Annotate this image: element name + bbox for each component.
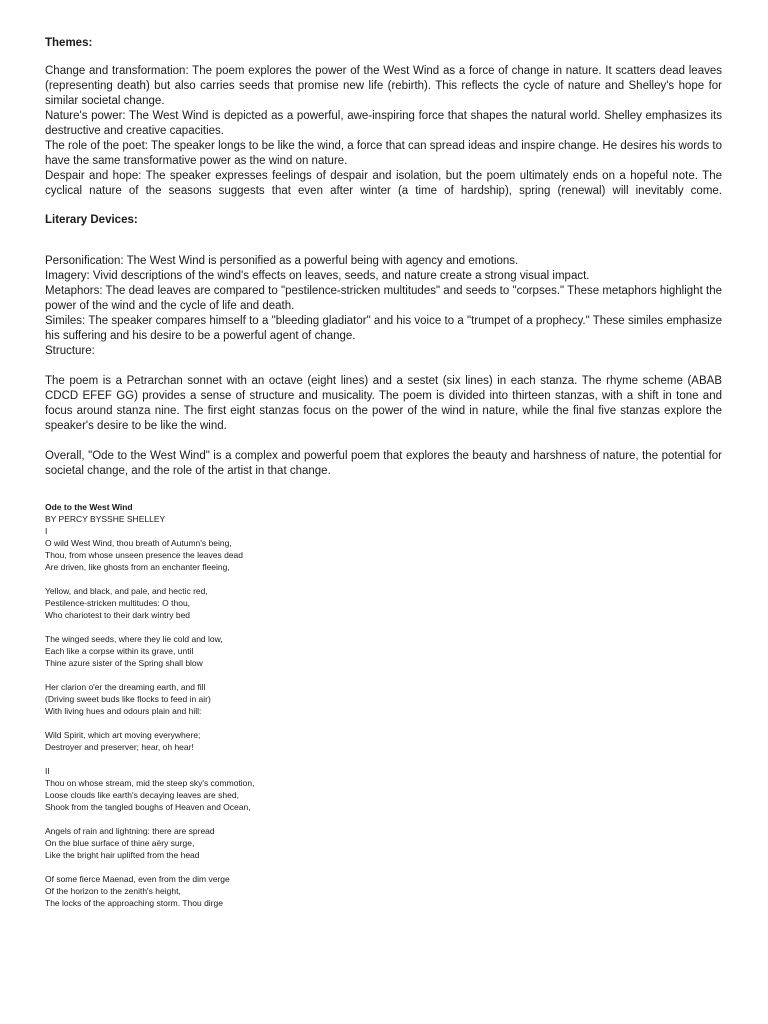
poem [45, 501, 722, 909]
poem-line: The winged seeds, where they lie cold and low, [45, 634, 223, 644]
poem-body [45, 525, 722, 909]
poem-stanza [45, 585, 722, 621]
poem-line: On the blue surface of thine aëry surge, [45, 838, 195, 848]
poem-stanza [45, 873, 722, 909]
poem-line: With living hues and odours plain and hill: [45, 706, 202, 716]
structure-paragraph: The poem is a Petrarchan sonnet with an octave (eight lines) and a sestet (six lines) in each stanza. The rhyme scheme (ABAB CDCD EFEF GG) provides a sense of structure and musicality. The poem is divided into thirteen stanzas, with a shift in tone and focus around stanza nine. The first eight stanzas focus on the power of the wind in nature, while the final five stanzas explore the speaker's desire to be like the wind. [45, 375, 722, 432]
poem-stanza [45, 765, 722, 813]
poem-title: Ode to the West Wind [45, 502, 133, 512]
poem-line: Thou on whose stream, mid the steep sky's commotion, [45, 778, 255, 788]
poem-line: Of the horizon to the zenith's height, [45, 886, 181, 896]
theme-poet-paragraph: The role of the poet: The speaker longs to be like the wind, a force that can spread ideas and inspire change. He desires his words to have the same transformative power as the wind on nature. [45, 140, 722, 167]
theme-despair-paragraph: Despair and hope: The speaker expresses feelings of despair and isolation, but the poem ultimately ends on a hopeful note. The cyclical nature of the seasons suggests that even after winter (a time of hardship), spring (renewal) will inevitably come. [45, 170, 722, 197]
poem-line: Her clarion o'er the dreaming earth, and fill [45, 682, 206, 692]
poem-line: Each like a corpse within its grave, until [45, 646, 194, 656]
overall-paragraph: Overall, "Ode to the West Wind" is a complex and powerful poem that explores the beauty and harshness of nature, the potential for societal change, and the role of the artist in that change. [45, 450, 722, 477]
poem-line: Are driven, like ghosts from an enchanter fleeing, [45, 562, 230, 572]
stanza-gap [45, 861, 722, 873]
devices-heading: Literary Devices: [45, 214, 138, 226]
theme-change-paragraph: Change and transformation: The poem explores the power of the West Wind as a force of change in nature. It scatters dead leaves (representing death) but also carries seeds that promise new life (rebirth). This reflects the cycle of nature and Shelley's hope for similar societal change. [45, 65, 722, 107]
poem-stanza [45, 525, 722, 573]
poem-line: Yellow, and black, and pale, and hectic red, [45, 586, 208, 596]
stanza-gap [45, 813, 722, 825]
poem-line: Wild Spirit, which art moving everywhere; [45, 730, 201, 740]
stanza-gap [45, 621, 722, 633]
poem-author: BY PERCY BYSSHE SHELLEY [45, 514, 166, 524]
poem-stanza [45, 729, 722, 753]
poem-line: Destroyer and preserver; hear, oh hear! [45, 742, 194, 752]
device-imagery: Imagery: Vivid descriptions of the wind's effects on leaves, seeds, and nature create a strong visual impact. [45, 270, 590, 282]
stanza-gap [45, 717, 722, 729]
stanza-gap [45, 753, 722, 765]
device-structure-label: Structure: [45, 345, 95, 357]
poem-line: Of some fierce Maenad, even from the dim verge [45, 874, 230, 884]
document-page [45, 36, 722, 909]
device-personification: Personification: The West Wind is personified as a powerful being with agency and emotions. [45, 255, 519, 267]
poem-line: The locks of the approaching storm. Thou dirge [45, 898, 223, 908]
poem-line: I [45, 526, 48, 536]
themes-heading: Themes: [45, 37, 93, 49]
device-metaphors: Metaphors: The dead leaves are compared to "pestilence-stricken multitudes" and seeds to "corpses." These metaphors highlight the power of the wind and the cycle of life and death. [45, 285, 722, 312]
poem-line: Like the bright hair uplifted from the head [45, 850, 200, 860]
theme-nature-paragraph: Nature's power: The West Wind is depicted as a powerful, awe-inspiring force that shapes the natural world. Shelley emphasizes its destructive and creative capacities. [45, 110, 722, 137]
poem-line: Thou, from whose unseen presence the leaves dead [45, 550, 243, 560]
poem-line: Who chariotest to their dark wintry bed [45, 610, 191, 620]
poem-line: (Driving sweet buds like flocks to feed in air) [45, 694, 211, 704]
poem-line: O wild West Wind, thou breath of Autumn's being, [45, 538, 232, 548]
poem-stanza [45, 825, 722, 861]
poem-line: Angels of rain and lightning: there are spread [45, 826, 215, 836]
poem-line: Pestilence-stricken multitudes: O thou, [45, 598, 191, 608]
poem-stanza [45, 633, 722, 669]
poem-stanza [45, 681, 722, 717]
device-similes: Similes: The speaker compares himself to a "bleeding gladiator" and his voice to a "trumpet of a prophecy." These similes emphasize his suffering and his desire to be a powerful agent of change. [45, 315, 722, 342]
poem-line: II [45, 766, 50, 776]
poem-line: Thine azure sister of the Spring shall blow [45, 658, 203, 668]
stanza-gap [45, 669, 722, 681]
poem-line: Loose clouds like earth's decaying leaves are shed, [45, 790, 239, 800]
poem-line: Shook from the tangled boughs of Heaven and Ocean, [45, 802, 251, 812]
stanza-gap [45, 573, 722, 585]
